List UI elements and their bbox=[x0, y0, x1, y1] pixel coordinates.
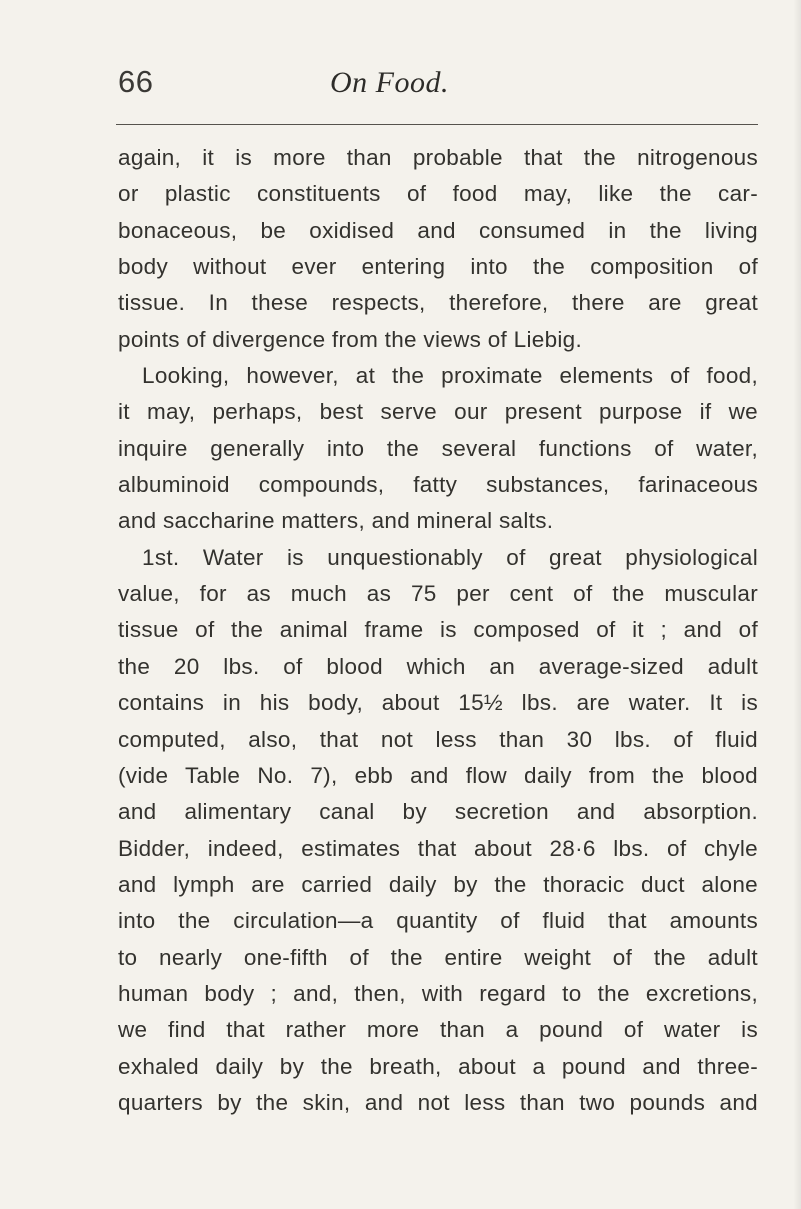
text-line: value, for as much as 75 per cent of the muscular bbox=[118, 581, 758, 607]
text-line: quarters by the skin, and not less than two pounds and bbox=[118, 1089, 758, 1115]
running-title: On Food. bbox=[330, 66, 449, 99]
text-line: exhaled daily by the breath, about a pound and three- bbox=[118, 1053, 758, 1079]
text-line: human body ; and, then, with regard to the excretions, bbox=[118, 980, 758, 1006]
text-line: tissue of the animal frame is composed of it ; and of bbox=[118, 617, 758, 643]
body-text bbox=[118, 140, 758, 1121]
text-line: we find that rather more than a pound of water is bbox=[118, 1017, 758, 1043]
text-line: into the circulation—a quantity of fluid that amounts bbox=[118, 908, 758, 934]
text-line: albuminoid compounds, fatty substances, farinaceous bbox=[118, 472, 758, 498]
text-line: (vide Table No. 7), ebb and flow daily from the blood bbox=[118, 762, 758, 788]
text-line: body without ever entering into the composition of bbox=[118, 254, 758, 280]
text-line: inquire generally into the several functions of water, bbox=[118, 435, 758, 461]
text-line: and alimentary canal by secretion and absorption. bbox=[118, 799, 758, 825]
text-line: contains in his body, about 15½ lbs. are water. It is bbox=[118, 690, 758, 716]
text-line: Looking, however, at the proximate elements of food, bbox=[142, 363, 758, 389]
text-line: the 20 lbs. of blood which an average-sized adult bbox=[118, 653, 758, 679]
text-line: computed, also, that not less than 30 lbs. of fluid bbox=[118, 726, 758, 752]
page-edge-shadow bbox=[793, 0, 801, 1209]
text-line: 1st. Water is unquestionably of great physiological bbox=[142, 544, 758, 570]
text-line: Bidder, indeed, estimates that about 28·6 lbs. of chyle bbox=[118, 835, 758, 861]
text-line: or plastic constituents of food may, like the car- bbox=[118, 181, 758, 207]
text-line: tissue. In these respects, therefore, there are great bbox=[118, 290, 758, 316]
text-line: bonaceous, be oxidised and consumed in the living bbox=[118, 217, 758, 243]
running-head bbox=[118, 64, 761, 114]
text-line: again, it is more than probable that the nitrogenous bbox=[118, 145, 758, 170]
text-line: points of divergence from the views of Liebig. bbox=[118, 326, 583, 352]
header-rule bbox=[116, 124, 758, 125]
text-line: and lymph are carried daily by the thoracic duct alone bbox=[118, 871, 758, 897]
text-line: and saccharine matters, and mineral salts. bbox=[118, 508, 554, 534]
page-number: 66 bbox=[118, 64, 154, 99]
text-line: to nearly one-fifth of the entire weight of the adult bbox=[118, 944, 758, 970]
text-line: it may, perhaps, best serve our present purpose if we bbox=[118, 399, 758, 425]
